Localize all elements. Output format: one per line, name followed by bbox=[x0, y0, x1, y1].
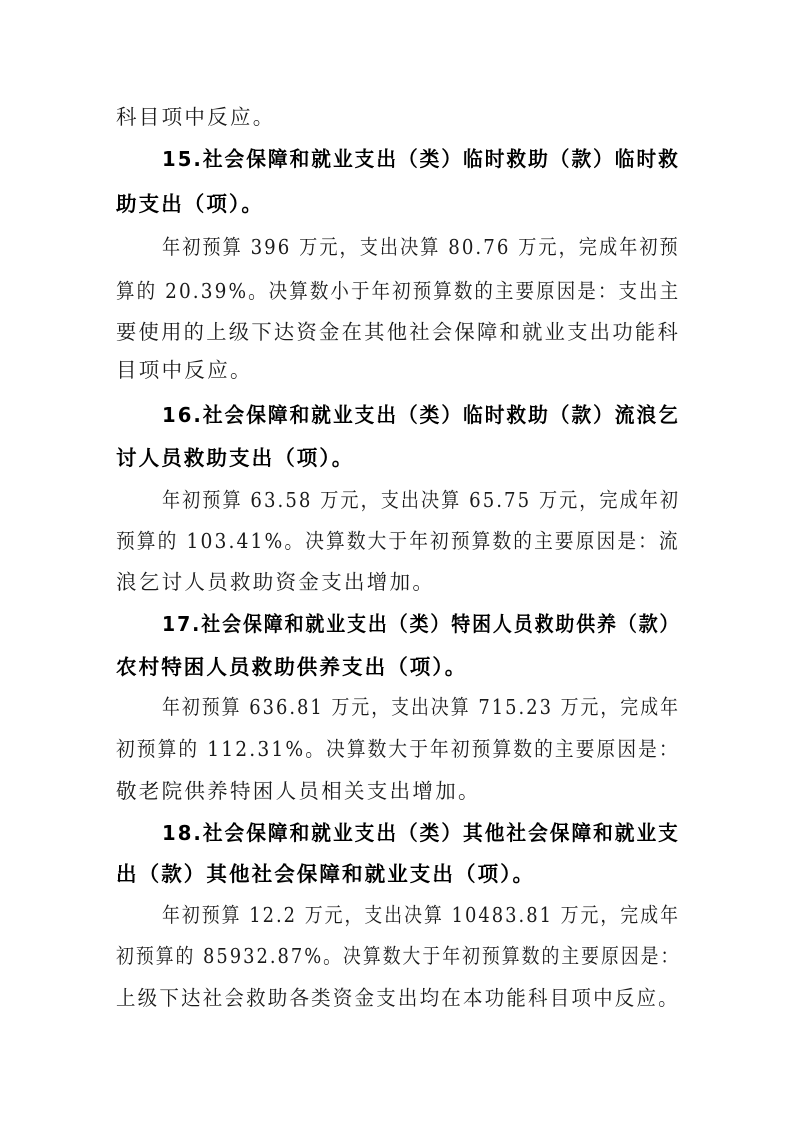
section-17-body-line-3: 敬老院供养特困人员相关支出增加。 bbox=[116, 779, 481, 803]
section-15-body-line-4: 目项中反应。 bbox=[116, 358, 253, 382]
section-16-body-line-2: 预算的 103.41%。决算数大于年初预算数的主要原因是：流 bbox=[116, 529, 680, 553]
section-15-heading-line-2: 助支出（项）。 bbox=[116, 192, 264, 216]
section-15-body-line-3: 要使用的上级下达资金在其他社会保障和就业支出功能科 bbox=[116, 320, 681, 344]
section-18-heading-line-1: 18.社会保障和就业支出（类）其他社会保障和就业支 bbox=[162, 821, 680, 845]
section-18-body-line-2: 初预算的 85932.87%。决算数大于年初预算数的主要原因是： bbox=[116, 944, 681, 968]
section-18-heading-line-2: 出（款）其他社会保障和就业支出（项）。 bbox=[116, 862, 536, 886]
section-17-heading-line-2: 农村特困人员救助供养支出（项）。 bbox=[116, 655, 468, 679]
section-17-heading-line-1: 17.社会保障和就业支出（类）特困人员救助供养（款） bbox=[162, 612, 681, 636]
section-16-heading-line-1: 16.社会保障和就业支出（类）临时救助（款）流浪乞 bbox=[162, 403, 680, 427]
section-16-heading-line-2: 讨人员救助支出（项）。 bbox=[116, 446, 355, 470]
section-15-body-line-1: 年初预算 396 万元，支出决算 80.76 万元，完成年初预 bbox=[162, 235, 680, 259]
section-17-body-line-2: 初预算的 112.31%。决算数大于年初预算数的主要原因是： bbox=[116, 737, 680, 761]
section-17-body-line-1: 年初预算 636.81 万元，支出决算 715.23 万元，完成年 bbox=[162, 695, 680, 719]
section-16-body-line-3: 浪乞讨人员救助资金支出增加。 bbox=[116, 570, 436, 594]
section-18-body-line-1: 年初预算 12.2 万元，支出决算 10483.81 万元，完成年 bbox=[162, 903, 680, 927]
section-15-heading-line-1: 15.社会保障和就业支出（类）临时救助（款）临时救 bbox=[162, 147, 680, 171]
continuation-line: 科目项中反应。 bbox=[116, 105, 276, 129]
section-18-body-line-3: 上级下达社会救助各类资金支出均在本功能科目项中反应。 bbox=[116, 986, 680, 1010]
section-15-body-line-2: 算的 20.39%。决算数小于年初预算数的主要原因是：支出主 bbox=[116, 279, 681, 303]
section-16-body-line-1: 年初预算 63.58 万元，支出决算 65.75 万元，完成年初 bbox=[162, 488, 681, 512]
